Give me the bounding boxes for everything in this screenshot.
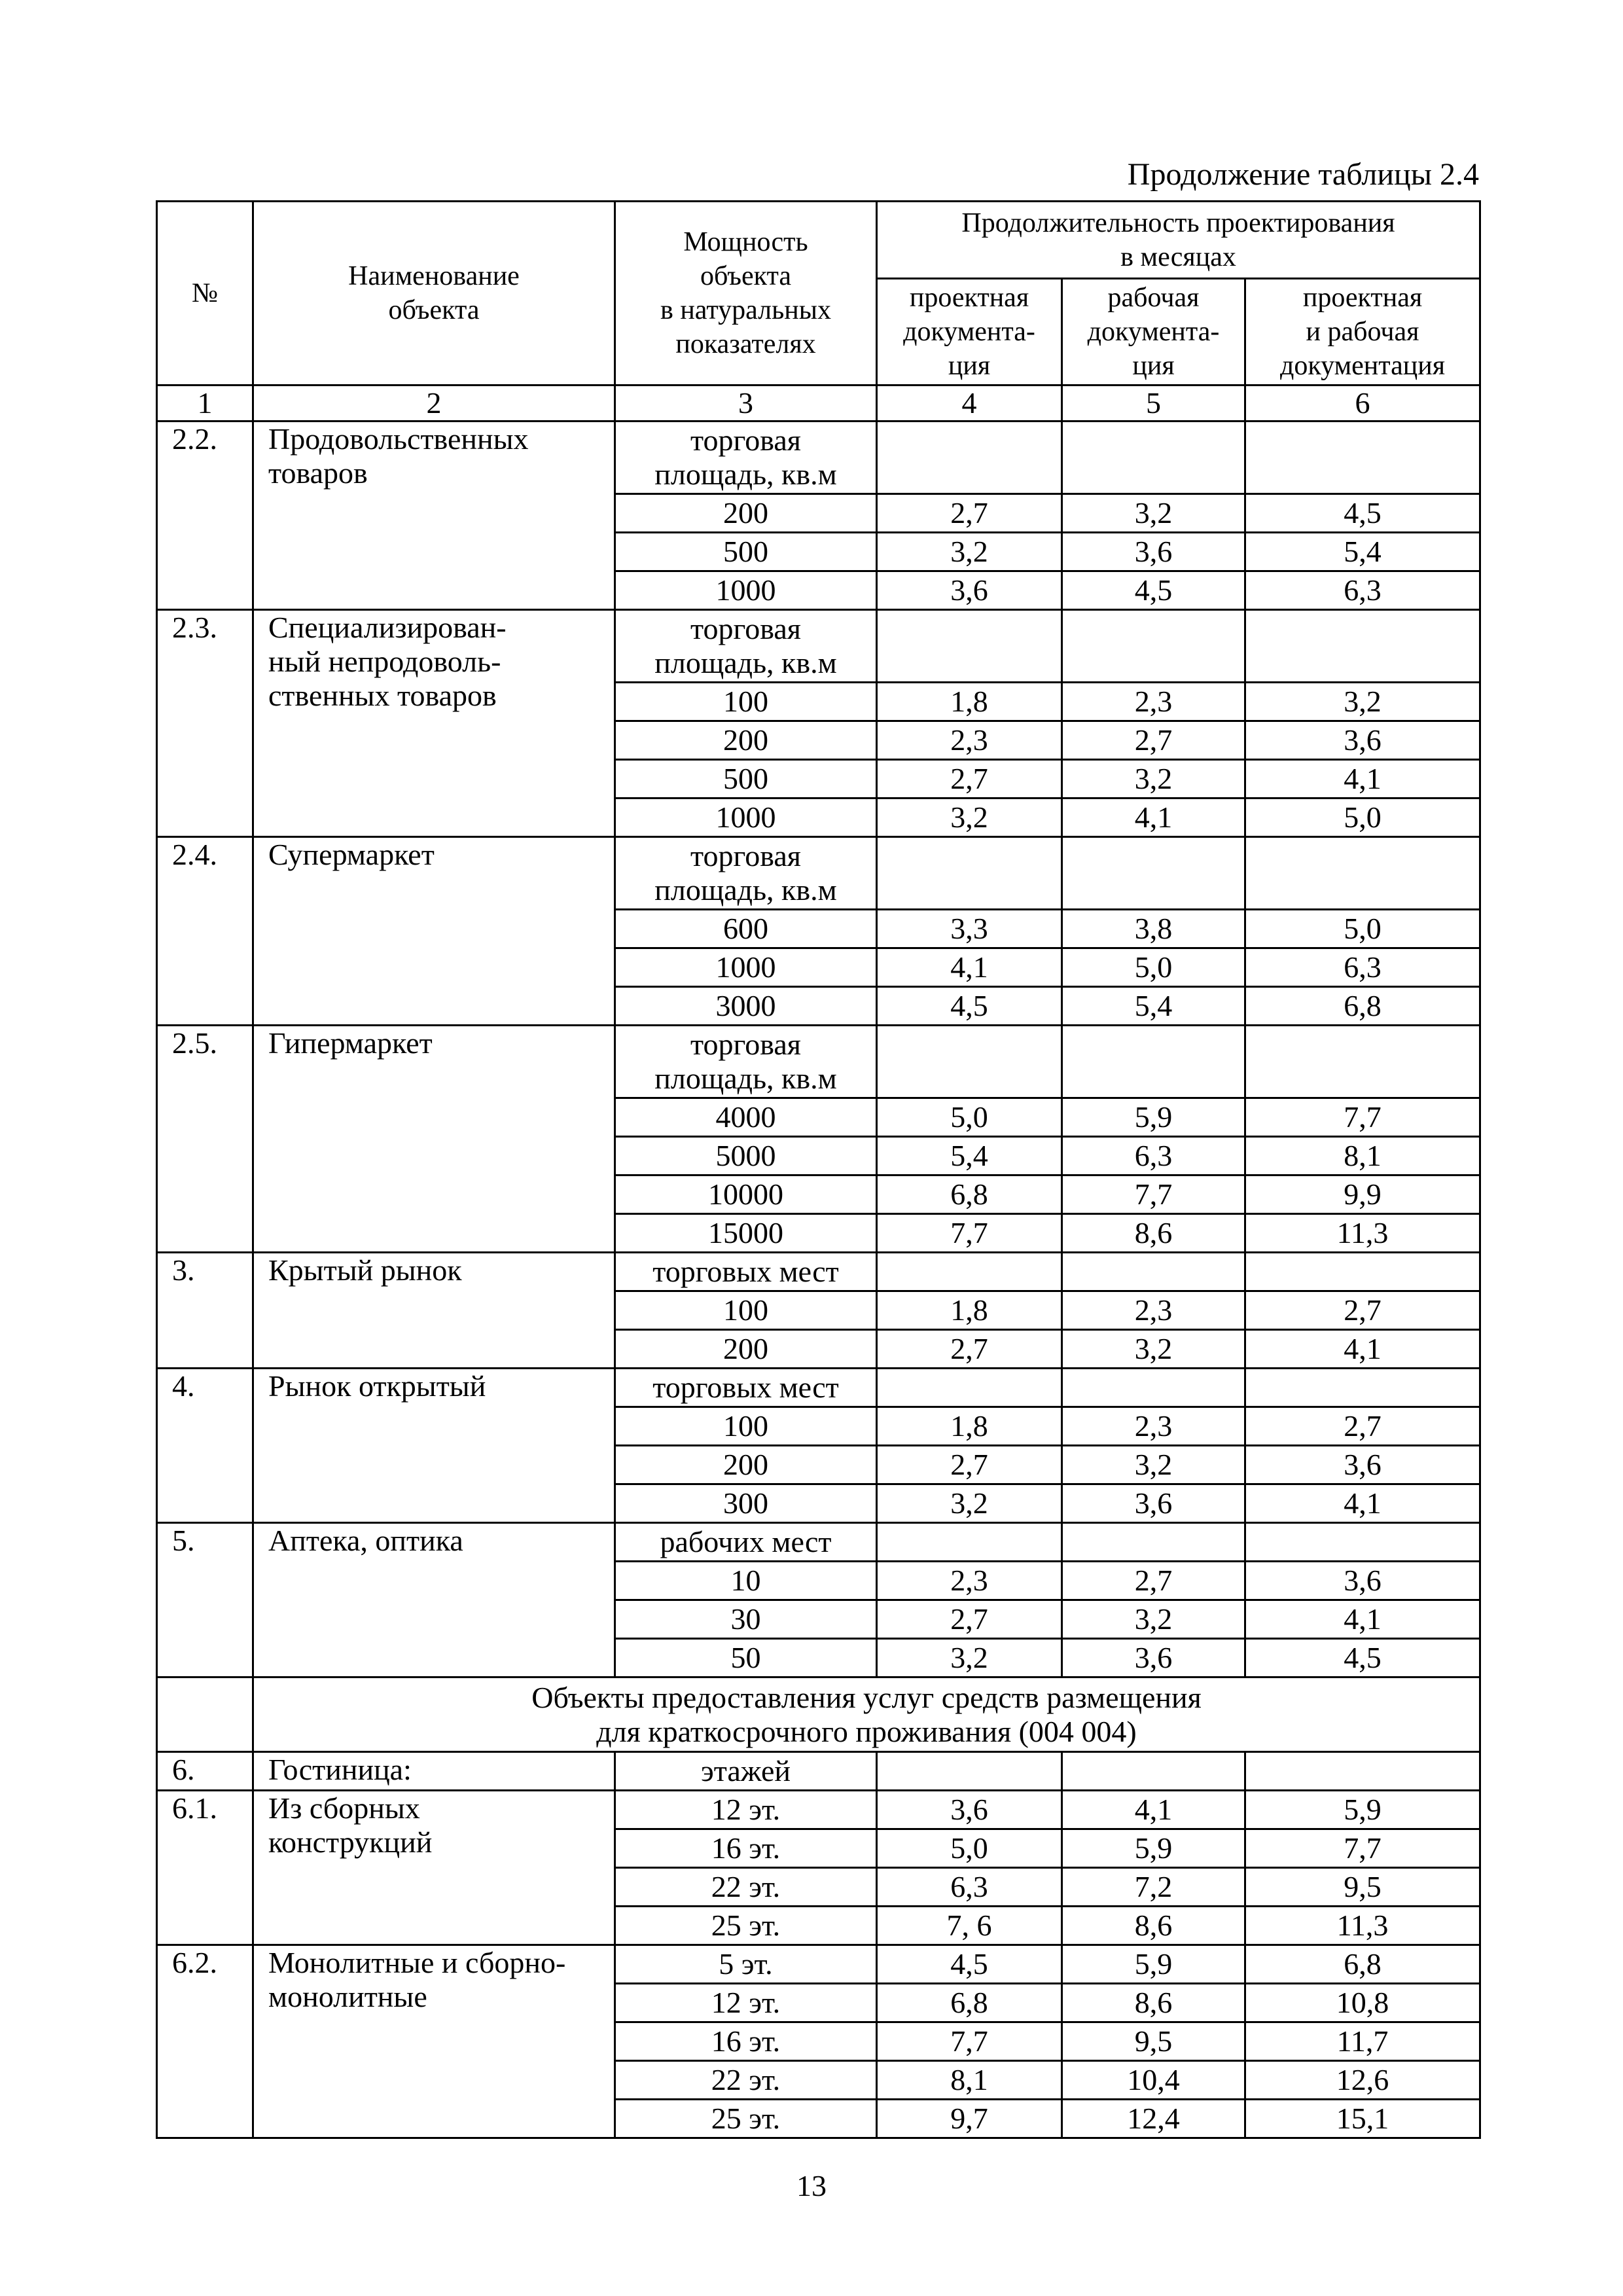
capacity-value: 5 эт. (615, 1945, 877, 1984)
working-docs-value: 3,6 (1062, 1484, 1245, 1523)
total-value: 6,3 (1245, 948, 1480, 987)
design-docs-value: 7,7 (877, 2022, 1062, 2061)
total-value: 3,6 (1245, 1562, 1480, 1600)
empty-cell (1245, 1369, 1480, 1407)
index-cell: 5 (1062, 386, 1245, 422)
working-docs-value: 8,6 (1062, 1214, 1245, 1253)
capacity-unit (615, 1026, 877, 1098)
design-docs-value: 4,5 (877, 987, 1062, 1026)
cell-line: ственных товаров (268, 679, 497, 712)
capacity-value: 25 эт. (615, 2100, 877, 2138)
total-value: 3,6 (1245, 721, 1480, 760)
table-row (157, 1791, 1480, 1829)
design-docs-value: 3,6 (877, 1791, 1062, 1829)
capacity-value: 1000 (615, 571, 877, 610)
item-name (253, 837, 615, 1026)
capacity-value: 200 (615, 721, 877, 760)
item-name (253, 1945, 615, 2138)
item-number: 5. (157, 1523, 253, 1677)
empty-cell (1245, 1253, 1480, 1291)
empty-cell (1062, 1026, 1245, 1098)
total-value: 9,9 (1245, 1175, 1480, 1214)
working-docs-value: 10,4 (1062, 2061, 1245, 2100)
index-cell: 1 (157, 386, 253, 422)
capacity-value: 4000 (615, 1098, 877, 1137)
cell-line: Монолитные и сборно- (268, 1946, 566, 1979)
cell-line: Крытый рынок (268, 1253, 462, 1287)
capacity-value: 3000 (615, 987, 877, 1026)
header-design-and-working-docs: проектная и рабочая документация (1245, 279, 1480, 386)
index-cell: 4 (877, 386, 1062, 422)
working-docs-value: 5,9 (1062, 1829, 1245, 1868)
total-value: 11,3 (1245, 1214, 1480, 1253)
working-docs-value: 4,1 (1062, 798, 1245, 837)
empty-cell (1245, 1752, 1480, 1791)
empty-cell (157, 1677, 253, 1752)
cell-line: ный непродоволь- (268, 645, 501, 678)
capacity-value: 5000 (615, 1137, 877, 1175)
empty-cell (1062, 610, 1245, 683)
capacity-value: 500 (615, 533, 877, 571)
working-docs-value: 6,3 (1062, 1137, 1245, 1175)
empty-cell (1245, 1523, 1480, 1562)
header-design-duration: Продолжительность проектирования в месяцах (877, 202, 1480, 279)
working-docs-value: 5,0 (1062, 948, 1245, 987)
design-docs-value: 2,7 (877, 1446, 1062, 1484)
project-duration-table (156, 200, 1481, 2139)
item-name (253, 1523, 615, 1677)
total-value: 10,8 (1245, 1984, 1480, 2022)
cell-line: торговая (690, 1028, 801, 1061)
item-number: 2.4. (157, 837, 253, 1026)
working-docs-value: 2,7 (1062, 721, 1245, 760)
design-docs-value: 2,7 (877, 494, 1062, 533)
design-docs-value: 4,1 (877, 948, 1062, 987)
cell-line: Супермаркет (268, 838, 435, 871)
working-docs-value: 8,6 (1062, 1984, 1245, 2022)
total-value: 5,0 (1245, 798, 1480, 837)
empty-cell (1062, 422, 1245, 494)
design-docs-value: 6,8 (877, 1984, 1062, 2022)
total-value: 5,4 (1245, 533, 1480, 571)
page-number: 13 (796, 2169, 827, 2202)
design-docs-value: 7,7 (877, 1214, 1062, 1253)
working-docs-value: 7,2 (1062, 1868, 1245, 1907)
empty-cell (1062, 837, 1245, 910)
design-docs-value: 2,3 (877, 1562, 1062, 1600)
design-docs-value: 3,2 (877, 533, 1062, 571)
design-docs-value: 3,2 (877, 798, 1062, 837)
item-name (253, 1791, 615, 1945)
cell-line: рабочих мест (660, 1525, 832, 1558)
capacity-unit: этажей (615, 1752, 877, 1791)
capacity-value: 16 эт. (615, 2022, 877, 2061)
capacity-value: 1000 (615, 798, 877, 837)
design-docs-value: 2,7 (877, 760, 1062, 798)
item-number: 6. (157, 1752, 253, 1791)
working-docs-value: 9,5 (1062, 2022, 1245, 2061)
item-number: 2.5. (157, 1026, 253, 1253)
total-value: 6,8 (1245, 1945, 1480, 1984)
total-value: 8,1 (1245, 1137, 1480, 1175)
empty-cell (1245, 422, 1480, 494)
working-docs-value: 8,6 (1062, 1907, 1245, 1945)
cell-line: торговая (690, 839, 801, 872)
header-object-name: Наименование объекта (253, 202, 615, 386)
capacity-value: 15000 (615, 1214, 877, 1253)
cell-line: торговых мест (652, 1371, 839, 1404)
capacity-value: 16 эт. (615, 1829, 877, 1868)
working-docs-value: 3,2 (1062, 1446, 1245, 1484)
empty-cell (1062, 1523, 1245, 1562)
total-value: 2,7 (1245, 1291, 1480, 1330)
capacity-value: 12 эт. (615, 1984, 877, 2022)
empty-cell (1062, 1369, 1245, 1407)
hotel-row (157, 1752, 1480, 1791)
design-docs-value: 9,7 (877, 2100, 1062, 2138)
cell-line: площадь, кв.м (654, 457, 837, 491)
capacity-value: 10000 (615, 1175, 877, 1214)
design-docs-value: 7, 6 (877, 1907, 1062, 1945)
capacity-value: 30 (615, 1600, 877, 1639)
design-docs-value: 1,8 (877, 1291, 1062, 1330)
total-value: 4,5 (1245, 1639, 1480, 1677)
header-row-1 (157, 202, 1480, 279)
design-docs-value: 5,4 (877, 1137, 1062, 1175)
cell-line: торговая (690, 423, 801, 457)
group-row (157, 610, 1480, 683)
capacity-value: 22 эт. (615, 2061, 877, 2100)
item-number: 2.3. (157, 610, 253, 837)
index-cell: 2 (253, 386, 615, 422)
item-name (253, 1253, 615, 1369)
design-docs-value: 3,2 (877, 1639, 1062, 1677)
design-docs-value: 1,8 (877, 1407, 1062, 1446)
capacity-value: 10 (615, 1562, 877, 1600)
cell-line: площадь, кв.м (654, 646, 837, 679)
total-value: 5,9 (1245, 1791, 1480, 1829)
cell-line: торговая (690, 612, 801, 645)
section-heading-line: Объекты предоставления услуг средств размещения (531, 1680, 1202, 1714)
design-docs-value: 3,3 (877, 910, 1062, 948)
header-object-capacity: Мощность объекта в натуральных показателях (615, 202, 877, 386)
item-number: 6.1. (157, 1791, 253, 1945)
capacity-value: 50 (615, 1639, 877, 1677)
working-docs-value: 12,4 (1062, 2100, 1245, 2138)
cell-line: Продовольственных (268, 422, 529, 456)
group-row (157, 1026, 1480, 1098)
section-heading-line: для краткосрочного проживания (004 004) (596, 1714, 1137, 1748)
item-number: 3. (157, 1253, 253, 1369)
total-value: 4,1 (1245, 1484, 1480, 1523)
working-docs-value: 5,9 (1062, 1098, 1245, 1137)
group-row (157, 1253, 1480, 1291)
total-value: 9,5 (1245, 1868, 1480, 1907)
cell-line: Рынок открытый (268, 1369, 486, 1403)
working-docs-value: 3,8 (1062, 910, 1245, 948)
empty-cell (877, 610, 1062, 683)
capacity-unit (615, 610, 877, 683)
total-value: 12,6 (1245, 2061, 1480, 2100)
total-value: 3,2 (1245, 683, 1480, 721)
working-docs-value: 7,7 (1062, 1175, 1245, 1214)
item-name: Гостиница: (253, 1752, 615, 1791)
table-caption: Продолжение таблицы 2.4 (1127, 157, 1479, 192)
capacity-unit (615, 1369, 877, 1407)
working-docs-value: 3,2 (1062, 1600, 1245, 1639)
capacity-value: 12 эт. (615, 1791, 877, 1829)
capacity-value: 100 (615, 683, 877, 721)
capacity-unit (615, 1523, 877, 1562)
table-row (157, 1945, 1480, 1984)
design-docs-value: 3,6 (877, 571, 1062, 610)
working-docs-value: 5,9 (1062, 1945, 1245, 1984)
cell-line: товаров (268, 456, 368, 490)
design-docs-value: 1,8 (877, 683, 1062, 721)
item-number: 6.2. (157, 1945, 253, 2138)
working-docs-value: 2,7 (1062, 1562, 1245, 1600)
total-value: 4,5 (1245, 494, 1480, 533)
group-row (157, 1523, 1480, 1562)
total-value: 5,0 (1245, 910, 1480, 948)
total-value: 4,1 (1245, 760, 1480, 798)
group-row (157, 422, 1480, 494)
index-cell: 6 (1245, 386, 1480, 422)
header-number: № (157, 202, 253, 386)
item-name (253, 610, 615, 837)
total-value: 6,3 (1245, 571, 1480, 610)
cell-line: площадь, кв.м (654, 1062, 837, 1095)
capacity-value: 1000 (615, 948, 877, 987)
header-design-docs: проектная документа- ция (877, 279, 1062, 386)
cell-line: монолитные (268, 1980, 427, 2013)
capacity-value: 200 (615, 1330, 877, 1369)
working-docs-value: 3,6 (1062, 533, 1245, 571)
working-docs-value: 2,3 (1062, 1291, 1245, 1330)
header-index-row (157, 386, 1480, 422)
empty-cell (877, 1369, 1062, 1407)
capacity-unit (615, 422, 877, 494)
working-docs-value: 2,3 (1062, 1407, 1245, 1446)
capacity-unit (615, 1253, 877, 1291)
capacity-unit (615, 837, 877, 910)
cell-line: Из сборных (268, 1791, 420, 1825)
total-value: 15,1 (1245, 2100, 1480, 2138)
total-value: 4,1 (1245, 1600, 1480, 1639)
capacity-value: 500 (615, 760, 877, 798)
table-body (157, 202, 1480, 2138)
total-value: 11,7 (1245, 2022, 1480, 2061)
section-row (157, 1677, 1480, 1752)
group-row (157, 1369, 1480, 1407)
cell-line: Специализирован- (268, 611, 507, 644)
design-docs-value: 8,1 (877, 2061, 1062, 2100)
empty-cell (1245, 1026, 1480, 1098)
empty-cell (1062, 1253, 1245, 1291)
total-value: 3,6 (1245, 1446, 1480, 1484)
empty-cell (1245, 610, 1480, 683)
item-name (253, 1026, 615, 1253)
section-heading (253, 1677, 1480, 1752)
header-working-docs: рабочая документа- ция (1062, 279, 1245, 386)
design-docs-value: 2,7 (877, 1330, 1062, 1369)
working-docs-value: 5,4 (1062, 987, 1245, 1026)
working-docs-value: 3,6 (1062, 1639, 1245, 1677)
index-cell: 3 (615, 386, 877, 422)
working-docs-value: 4,5 (1062, 571, 1245, 610)
cell-line: Гипермаркет (268, 1026, 433, 1060)
working-docs-value: 3,2 (1062, 760, 1245, 798)
design-docs-value: 6,8 (877, 1175, 1062, 1214)
design-docs-value: 6,3 (877, 1868, 1062, 1907)
empty-cell (1245, 837, 1480, 910)
working-docs-value: 4,1 (1062, 1791, 1245, 1829)
design-docs-value: 5,0 (877, 1829, 1062, 1868)
total-value: 6,8 (1245, 987, 1480, 1026)
capacity-value: 200 (615, 494, 877, 533)
item-number: 4. (157, 1369, 253, 1523)
design-docs-value: 2,3 (877, 721, 1062, 760)
empty-cell (877, 1523, 1062, 1562)
empty-cell (1062, 1752, 1245, 1791)
capacity-value: 22 эт. (615, 1868, 877, 1907)
total-value: 7,7 (1245, 1829, 1480, 1868)
capacity-value: 25 эт. (615, 1907, 877, 1945)
design-docs-value: 3,2 (877, 1484, 1062, 1523)
cell-line: торговых мест (652, 1255, 839, 1288)
item-name (253, 1369, 615, 1523)
capacity-value: 600 (615, 910, 877, 948)
empty-cell (877, 837, 1062, 910)
empty-cell (877, 422, 1062, 494)
capacity-value: 300 (615, 1484, 877, 1523)
total-value: 7,7 (1245, 1098, 1480, 1137)
total-value: 4,1 (1245, 1330, 1480, 1369)
working-docs-value: 3,2 (1062, 1330, 1245, 1369)
capacity-value: 100 (615, 1407, 877, 1446)
total-value: 2,7 (1245, 1407, 1480, 1446)
item-number: 2.2. (157, 422, 253, 610)
working-docs-value: 3,2 (1062, 494, 1245, 533)
cell-line: конструкций (268, 1825, 433, 1859)
total-value: 11,3 (1245, 1907, 1480, 1945)
cell-line: Аптека, оптика (268, 1524, 463, 1557)
empty-cell (877, 1026, 1062, 1098)
design-docs-value: 4,5 (877, 1945, 1062, 1984)
working-docs-value: 2,3 (1062, 683, 1245, 721)
group-row (157, 837, 1480, 910)
cell-line: площадь, кв.м (654, 873, 837, 906)
capacity-value: 200 (615, 1446, 877, 1484)
empty-cell (877, 1253, 1062, 1291)
item-name (253, 422, 615, 610)
empty-cell (877, 1752, 1062, 1791)
design-docs-value: 5,0 (877, 1098, 1062, 1137)
capacity-value: 100 (615, 1291, 877, 1330)
design-docs-value: 2,7 (877, 1600, 1062, 1639)
